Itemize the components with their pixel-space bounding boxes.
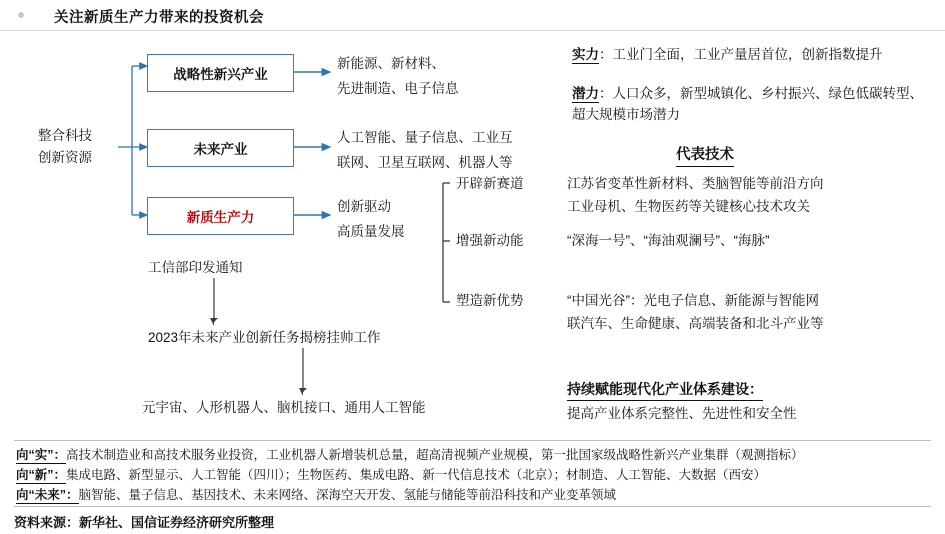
outcome-1-line2: 先进制造、电子信息 — [337, 81, 459, 96]
note-xin-tag: 向“新”： — [16, 468, 67, 482]
page-title: 关注新质生产力带来的投资机会 — [54, 10, 264, 26]
tech-row-1-label: 开辟新赛道 — [456, 176, 524, 191]
box-strategic-emerging-industry[interactable] — [147, 54, 294, 92]
root-label-line2: 创新资源 — [38, 150, 92, 165]
flow-step-2: 2023年未来产业创新任务揭榜挂帅工作 — [148, 330, 381, 345]
note-weilai-text: 脑智能、量子信息、基因技术、未来网络、深海空天开发、氢能与储能等前沿科技和产业变革领域 — [78, 488, 617, 502]
root-label-line1: 整合科技 — [38, 128, 92, 143]
outcome-2-line2: 联网、卫星互联网、机器人等 — [337, 155, 513, 170]
note-shi-tag: 向“实”： — [16, 448, 67, 462]
potential-text-line2: 超大规模市场潜力 — [572, 107, 680, 122]
note-shi-text: 高技术制造业和高技术服务业投资，工业机器人新增装机总量，超高清视频产业规模，第一批国家级战略性新兴产业集群（观测指标） — [66, 448, 804, 462]
note-row-weilai — [16, 486, 616, 504]
tech-row-3-line1: “中国光谷”：光电子信息、新能源与智能网 — [567, 293, 819, 308]
outcome-1-line1: 新能源、新材料、 — [337, 56, 445, 71]
flow-step-1: 工信部印发通知 — [148, 260, 243, 275]
tech-row-2-label: 增强新动能 — [456, 233, 524, 248]
outcome-2-line1: 人工智能、量子信息、工业互 — [337, 130, 513, 145]
outcome-3-line1: 创新驱动 — [337, 199, 391, 214]
tech-row-2-line1: “深海一号”、“海油观澜号”、“海脉” — [567, 233, 770, 248]
box-label: 新质生产力 — [186, 210, 255, 225]
source-note: 资料来源：新华社、国信证券经济研究所整理 — [14, 515, 275, 530]
note-weilai-tag: 向“未来”： — [16, 488, 79, 502]
tech-section-title: 代表技术 — [676, 146, 734, 167]
empower-text: 提高产业体系完整性、先进性和安全性 — [567, 406, 797, 421]
empower-title: 持续赋能现代化产业体系建设： — [567, 380, 763, 401]
tech-row-1-line2: 工业母机、生物医药等关键核心技术攻关 — [567, 199, 810, 214]
tech-row-3-line2: 联汽车、生命健康、高端装备和北斗产业等 — [567, 316, 824, 331]
notes-divider-top — [14, 440, 931, 441]
outcome-3-line2: 高质量发展 — [337, 224, 405, 239]
box-new-quality-productivity[interactable] — [147, 197, 294, 235]
box-future-industry[interactable] — [147, 129, 294, 167]
strength-text: ：工业门全面，工业产量居首位，创新指数提升 — [599, 47, 883, 62]
potential-tag: 潜力 — [572, 86, 599, 101]
note-row-shi — [16, 446, 804, 464]
note-row-xin — [16, 466, 766, 484]
title-bar — [0, 0, 945, 31]
tech-row-1-line1: 江苏省变革性新材料、类脑智能等前沿方向 — [567, 176, 824, 191]
note-xin-text: 集成电路、新型显示、人工智能（四川）；生物医药、集成电路、新一代信息技术（北京）；材制造、人工智能、大数据（西安） — [66, 468, 767, 482]
strength-row — [572, 45, 883, 64]
flow-step-3: 元宇宙、人形机器人、脑机接口、通用人工智能 — [142, 400, 426, 415]
box-label: 未来产业 — [193, 142, 248, 157]
potential-text: ：人口众多，新型城镇化、乡村振兴、绿色低碳转型、 — [599, 86, 923, 101]
notes-divider-bottom — [14, 506, 931, 507]
tech-row-3-label: 塑造新优势 — [456, 293, 524, 308]
strength-tag: 实力 — [572, 47, 599, 62]
box-label: 战略性新兴产业 — [173, 67, 268, 82]
bullet-dot-icon — [18, 12, 24, 18]
potential-row — [572, 84, 923, 103]
